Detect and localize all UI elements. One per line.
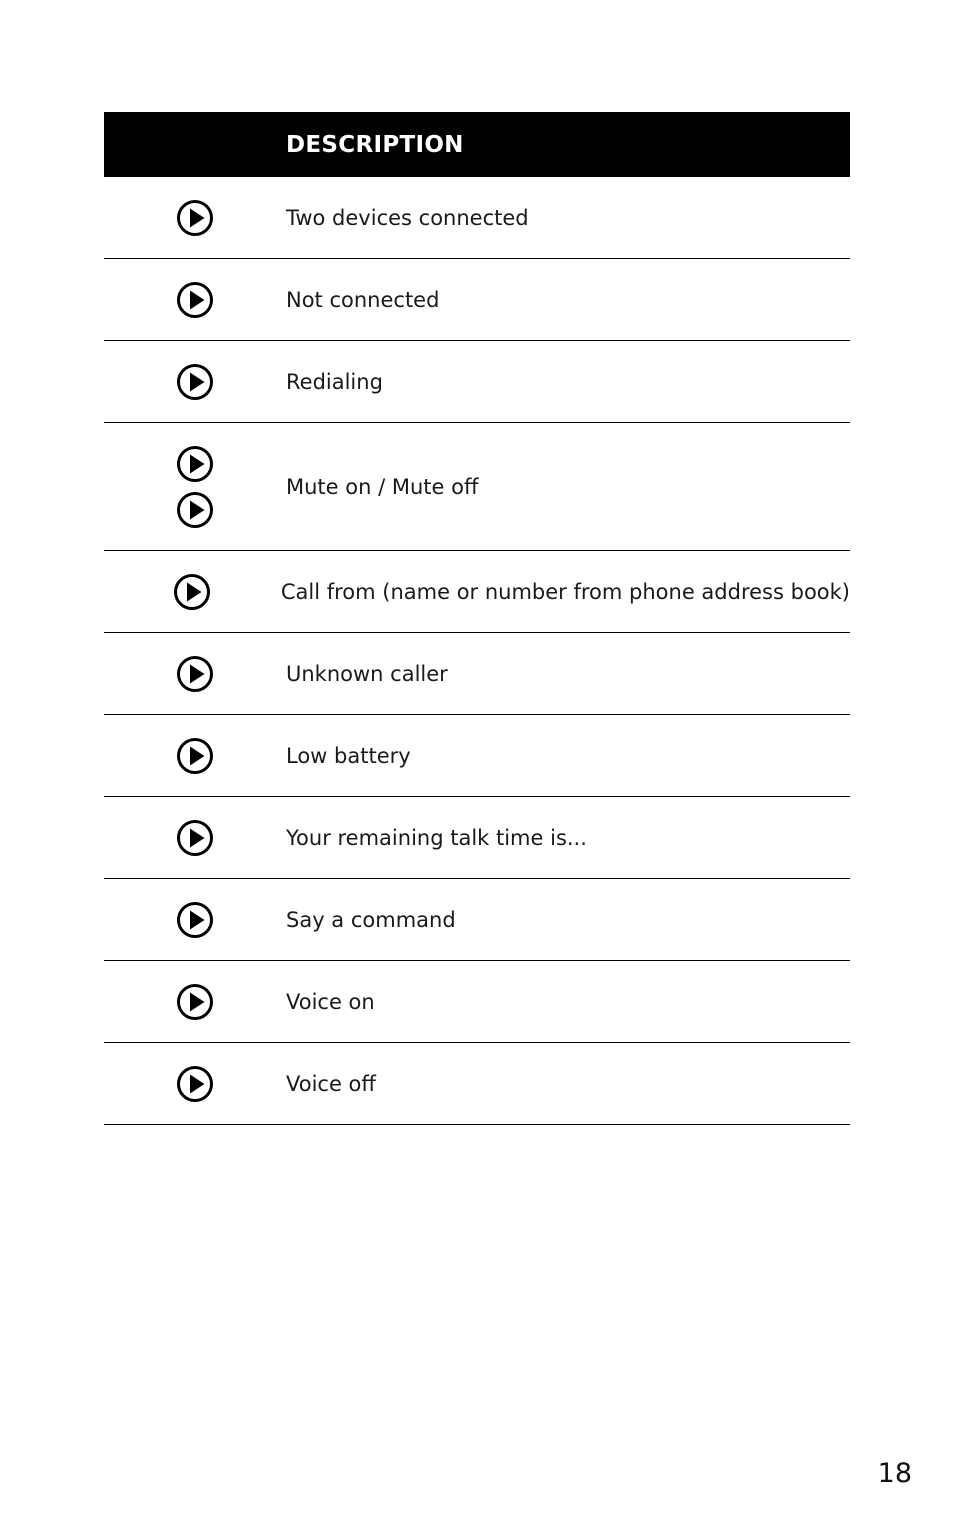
row-description: Mute on / Mute off bbox=[286, 474, 479, 499]
page-number: 18 bbox=[877, 1458, 912, 1489]
play-audio-icon[interactable] bbox=[176, 1065, 214, 1103]
table-row bbox=[104, 341, 850, 423]
icon-cell bbox=[104, 445, 286, 529]
table-row bbox=[104, 551, 850, 633]
play-audio-icon[interactable] bbox=[176, 655, 214, 693]
play-audio-icon[interactable] bbox=[176, 983, 214, 1021]
table-row bbox=[104, 1043, 850, 1125]
icon-cell bbox=[104, 199, 286, 237]
icon-cell bbox=[104, 819, 286, 857]
row-description: Voice off bbox=[286, 1071, 376, 1096]
icon-cell bbox=[104, 1065, 286, 1103]
row-description: Low battery bbox=[286, 743, 411, 768]
play-audio-icon[interactable] bbox=[176, 491, 214, 529]
table-row bbox=[104, 633, 850, 715]
table-row bbox=[104, 423, 850, 551]
play-audio-icon[interactable] bbox=[173, 573, 211, 611]
row-description: Not connected bbox=[286, 287, 440, 312]
icon-cell bbox=[104, 737, 286, 775]
play-audio-icon[interactable] bbox=[176, 819, 214, 857]
table-row bbox=[104, 797, 850, 879]
play-audio-icon[interactable] bbox=[176, 445, 214, 483]
icon-cell bbox=[104, 363, 286, 401]
play-audio-icon[interactable] bbox=[176, 737, 214, 775]
row-description: Two devices connected bbox=[286, 205, 529, 230]
play-audio-icon[interactable] bbox=[176, 363, 214, 401]
table-row bbox=[104, 177, 850, 259]
row-description: Call from (name or number from phone address book) bbox=[280, 579, 850, 604]
table-row bbox=[104, 879, 850, 961]
description-column-header: DESCRIPTION bbox=[286, 131, 464, 158]
icon-cell bbox=[104, 983, 286, 1021]
play-audio-icon[interactable] bbox=[176, 199, 214, 237]
row-description: Voice on bbox=[286, 989, 375, 1014]
play-audio-icon[interactable] bbox=[176, 901, 214, 939]
play-audio-icon[interactable] bbox=[176, 281, 214, 319]
table-row bbox=[104, 961, 850, 1043]
row-description: Redialing bbox=[286, 369, 383, 394]
icon-cell bbox=[104, 281, 286, 319]
table-header bbox=[104, 112, 850, 177]
row-description: Say a command bbox=[286, 907, 456, 932]
row-description: Your remaining talk time is... bbox=[286, 825, 587, 850]
icon-cell bbox=[104, 901, 286, 939]
voice-prompts-table bbox=[104, 112, 850, 1125]
row-description: Unknown caller bbox=[286, 661, 448, 686]
icon-cell bbox=[104, 655, 286, 693]
table-row bbox=[104, 715, 850, 797]
table-row bbox=[104, 259, 850, 341]
icon-cell bbox=[104, 573, 281, 611]
